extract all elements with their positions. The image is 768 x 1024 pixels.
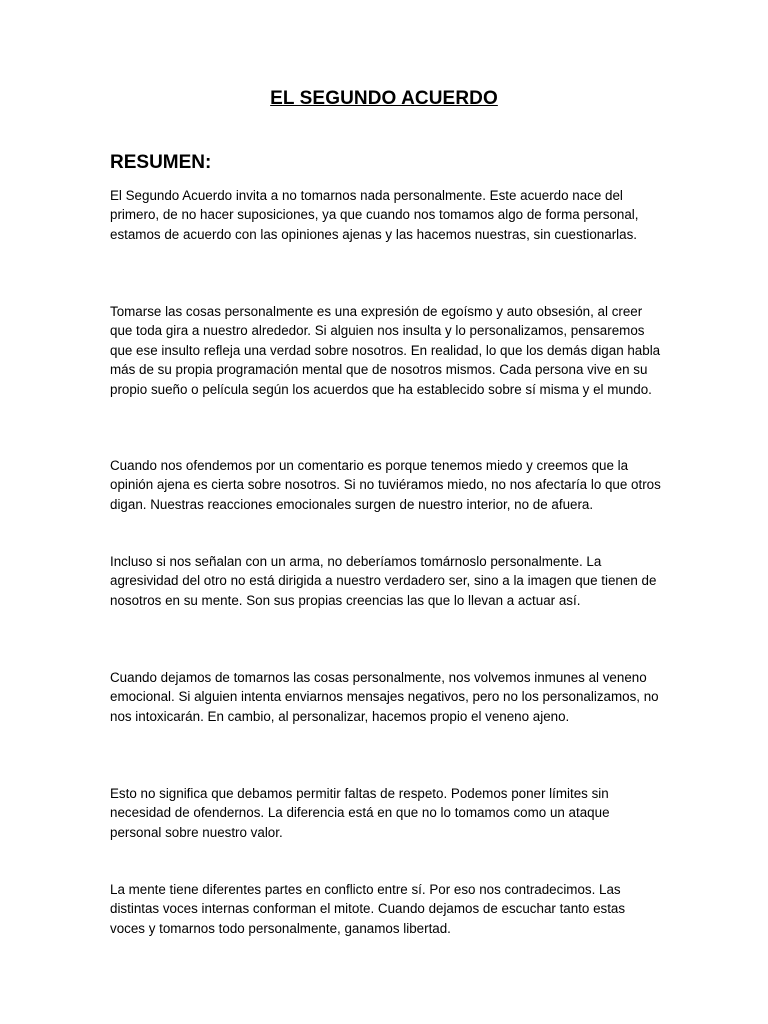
paragraph: El Segundo Acuerdo invita a no tomarnos nada personalmente. Este acuerdo nace del primero, de no hacer suposiciones, ya que cuando nos tomamos algo de forma personal, estamos de acuerdo con las opiniones ajenas y las hacemos nuestras, sin cuestionarlas. [110,188,639,242]
document-title: EL SEGUNDO ACUERDO [270,88,498,109]
paragraph: Cuando nos ofendemos por un comentario es porque tenemos miedo y creemos que la opinión ajena es cierta sobre nosotros. Si no tuviéramos miedo, no nos afectaría lo que otros digan. Nuestras reacciones emocionales surgen de nuestro interior, no de afuera. [110,458,661,512]
paragraph: Esto no significa que debamos permitir faltas de respeto. Podemos poner límites sin necesidad de ofendernos. La diferencia está en que no lo tomamos como un ataque personal sobre nuestro valor. [110,786,610,840]
paragraph: Incluso si nos señalan con un arma, no deberíamos tomárnoslo personalmente. La agresividad del otro no está dirigida a nuestro verdadero ser, sino a la imagen que tienen de nosotros en su mente. Son sus propias creencias las que lo llevan a actuar así. [110,554,657,608]
section-heading: RESUMEN: [110,152,212,173]
paragraph: Tomarse las cosas personalmente es una expresión de egoísmo y auto obsesión, al creer que toda gira a nuestro alrededor. Si alguien nos insulta y lo personalizamos, pensaremos que ese insulto refleja una verdad sobre nosotros. En realidad, lo que los demás digan habla más de su propia programación mental que de nosotros mismos. Cada persona vive en su propio sueño o película según los acuerdos que ha establecido sobre sí misma y el mundo. [110,304,661,397]
paragraph: Cuando dejamos de tomarnos las cosas personalmente, nos volvemos inmunes al veneno emocional. Si alguien intenta enviarnos mensajes negativos, pero no los personalizamos, no nos intoxicarán. En cambio, al personalizar, hacemos propio el veneno ajeno. [110,670,659,724]
paragraph: La mente tiene diferentes partes en conflicto entre sí. Por eso nos contradecimos. Las distintas voces internas conforman el mitote. Cuando dejamos de escuchar tanto estas voces y tomarnos todo personalmente, ganamos libertad. [110,882,626,936]
